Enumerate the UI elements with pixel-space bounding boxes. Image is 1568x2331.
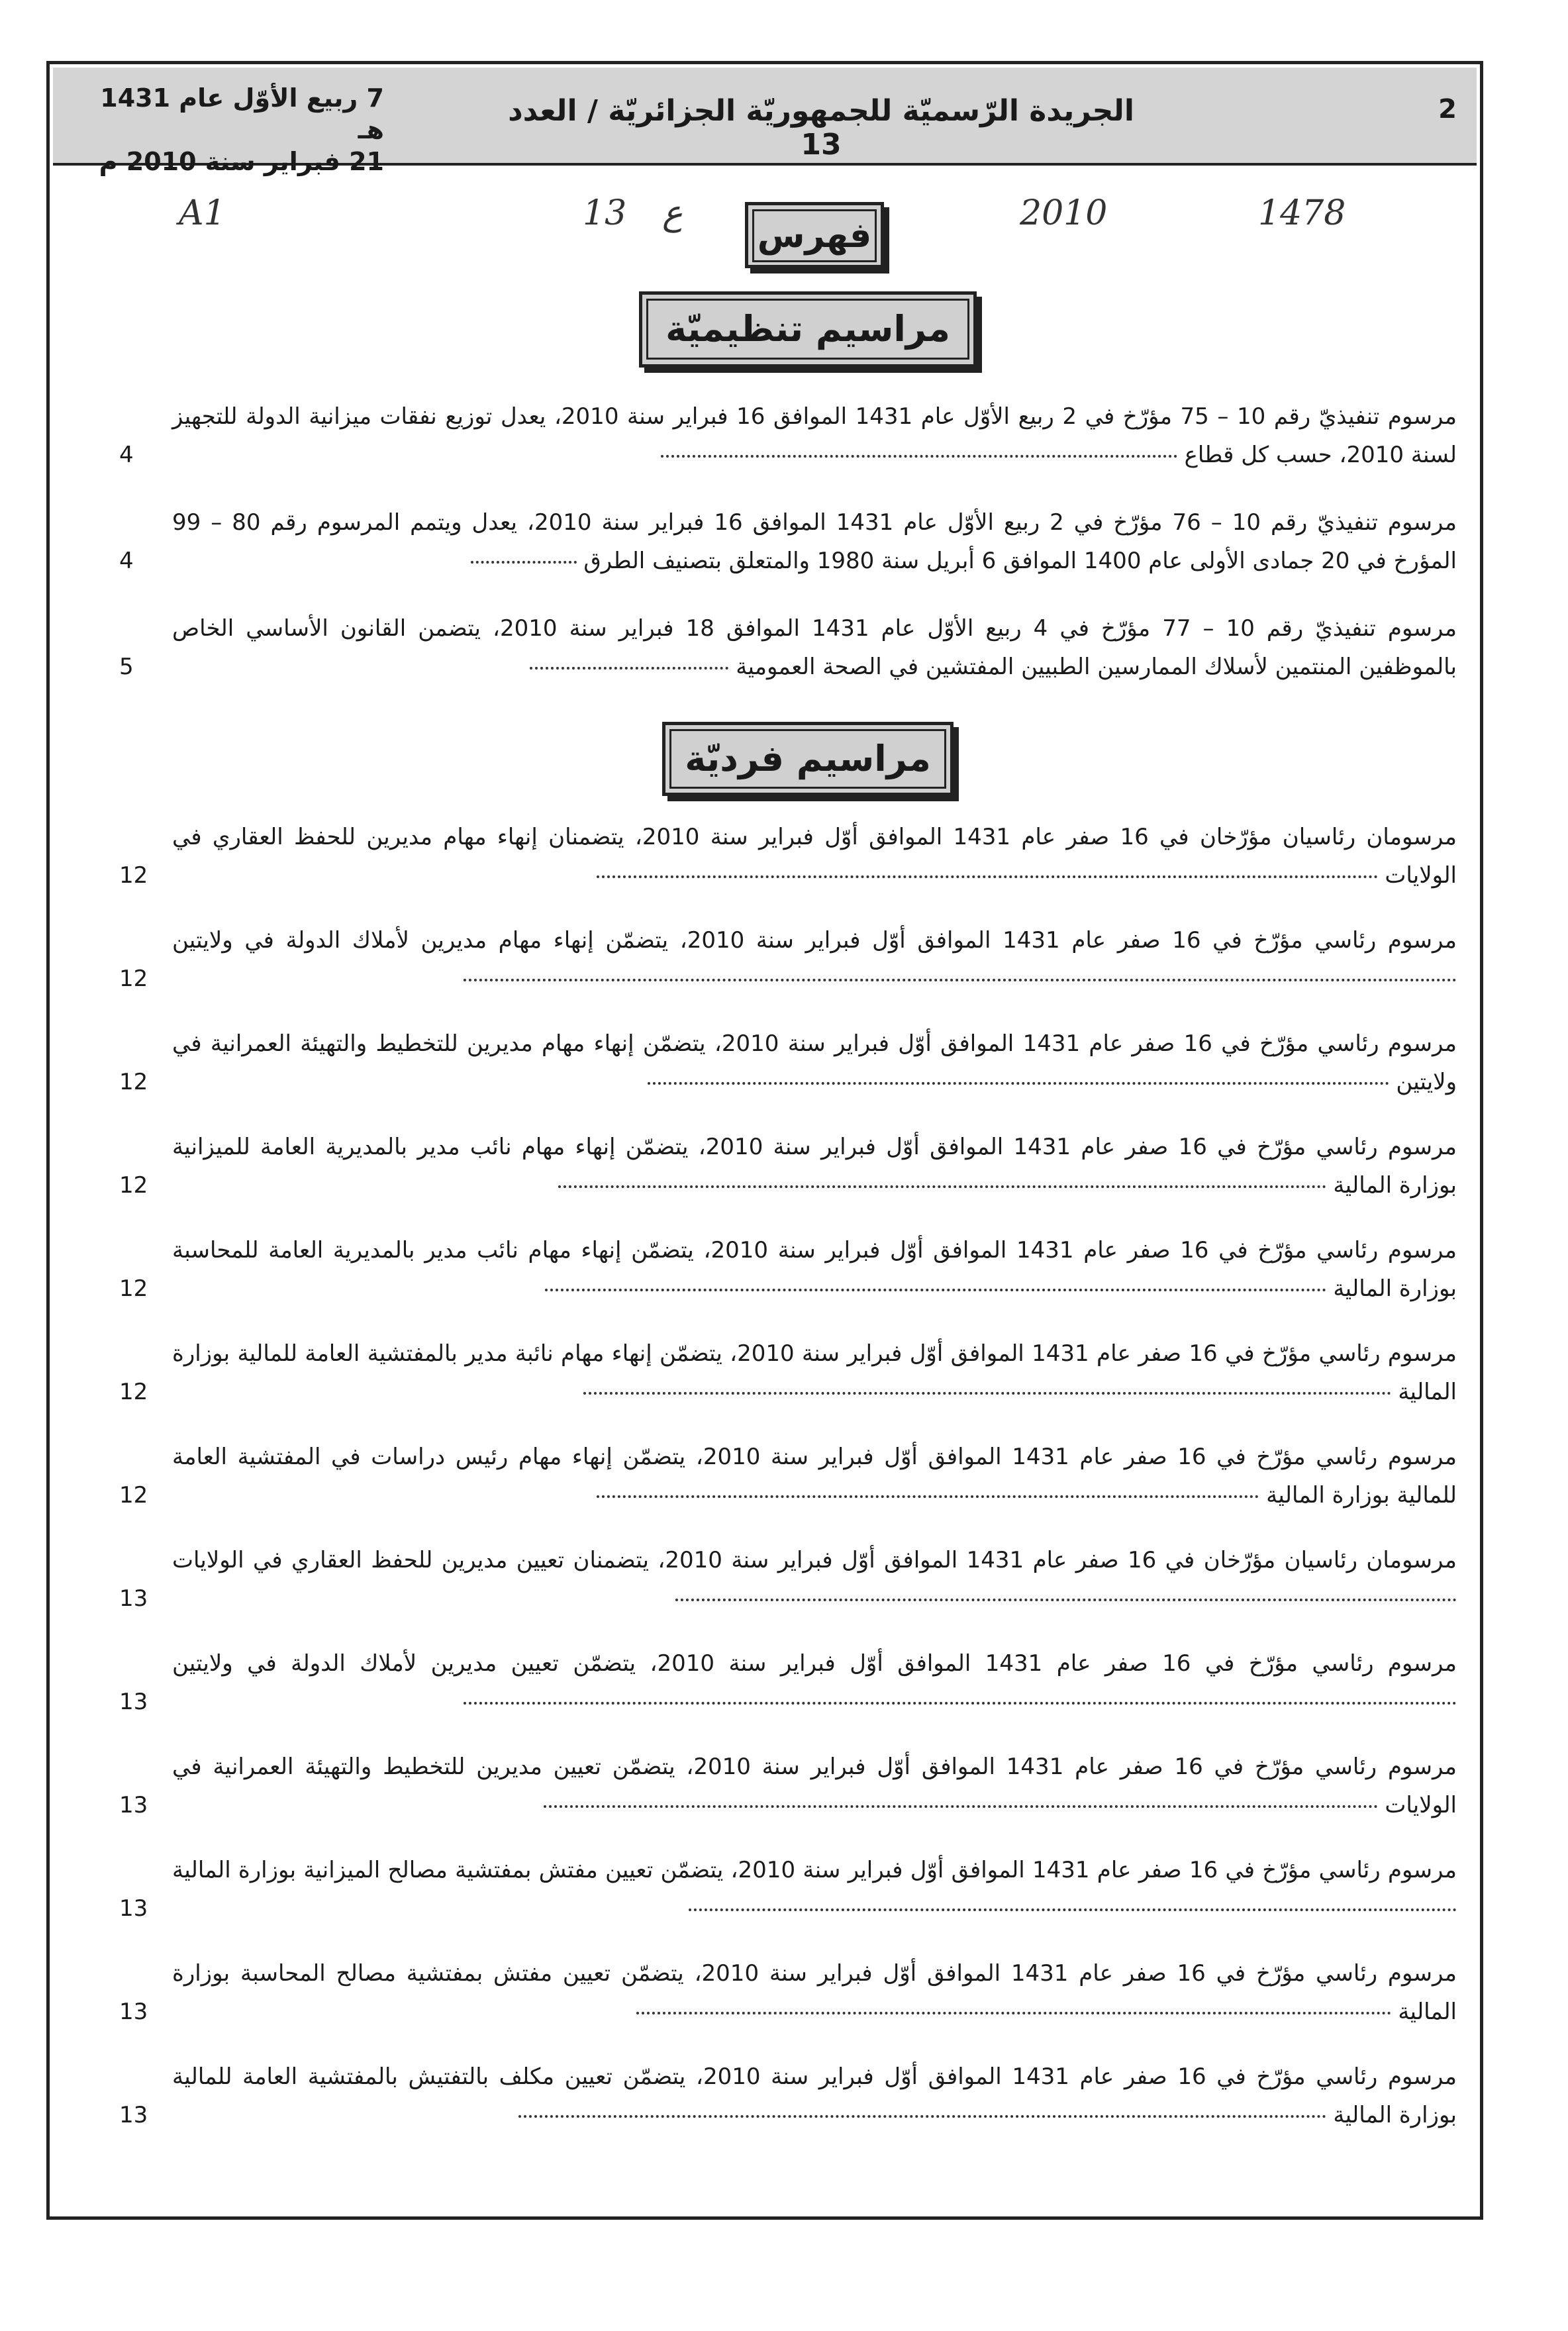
entry-page: 4: [119, 442, 134, 468]
handwritten-note-e: 1478: [1258, 193, 1346, 233]
entry-page: 4: [119, 548, 134, 574]
entry-text: مرسوم رئاسي مؤرّخ في 16 صفر عام 1431 الموافق أوّل فبراير سنة 2010، يتضمّن تعيين مديرين للتخطيط والتهيئة العمرانية في الولايات: [172, 1754, 1457, 1818]
toc-entry[interactable]: [119, 1438, 1457, 1514]
entry-text: مرسوم رئاسي مؤرّخ في 16 صفر عام 1431 الموافق أوّل فبراير سنة 2010، يتضمّن إنهاء مهام نائب مدير بالمديرية العامة للمحاسبة بوزارة المالية: [172, 1237, 1457, 1302]
toc-entry[interactable]: [119, 1024, 1457, 1101]
leader-dots: [530, 666, 728, 670]
toc-entry[interactable]: [119, 2058, 1457, 2134]
page-number: 2: [1438, 94, 1457, 124]
toc-entry[interactable]: [119, 818, 1457, 895]
entry-text: مرسوم رئاسي مؤرّخ في 16 صفر عام 1431 الموافق أوّل فبراير سنة 2010، يتضمّن إنهاء مهام مديرين للتخطيط والتهيئة العمرانية في ولايتين: [172, 1030, 1457, 1095]
entry-page: 12: [119, 1482, 148, 1509]
entry-text: مرسوم تنفيذيّ رقم 10 – 77 مؤرّخ في 4 ربيع الأوّل عام 1431 الموافق 18 فبراير سنة 2010، يتضمن القانون الأساسي الخاص بالموظفين المنتمين لأسلاك الممارسين الطبيين المفتشين في الصحة العمومية: [172, 615, 1457, 680]
toc-entry[interactable]: [119, 1231, 1457, 1308]
entry-page: 12: [119, 1379, 148, 1405]
entry-page: 13: [119, 1585, 148, 1612]
entry-page: 13: [119, 1792, 148, 1818]
leader-dots: [544, 1805, 1378, 1808]
leader-dots: [597, 875, 1378, 878]
entry-page: 12: [119, 966, 148, 992]
leader-dots: [597, 1495, 1259, 1498]
entry-text: مرسوم رئاسي مؤرّخ في 16 صفر عام 1431 الموافق أوّل فبراير سنة 2010، يتضمّن إنهاء مهام نائبة مدير بالمفتشية العامة للمالية بوزارة المالية: [172, 1340, 1457, 1405]
toc-entry[interactable]: [119, 1334, 1457, 1411]
page-header: [53, 68, 1477, 176]
issue-dates: [79, 82, 384, 177]
section-title-regulatory: مراسيم تنظيميّة: [646, 299, 969, 360]
entry-page: 13: [119, 2102, 148, 2128]
handwritten-note-d: 2010: [1020, 193, 1108, 233]
toc-entry[interactable]: [119, 1748, 1457, 1824]
toc-entry[interactable]: [119, 1851, 1457, 1928]
toc-entry[interactable]: [119, 609, 1457, 686]
leader-dots: [471, 560, 577, 564]
journal-title: الجريدة الرّسميّة للجمهوريّة الجزائريّة / العدد 13: [508, 94, 1134, 162]
leader-dots: [464, 978, 1457, 981]
toc-entry[interactable]: [119, 1128, 1457, 1205]
leader-dots: [689, 1908, 1457, 1911]
leader-dots: [636, 2011, 1391, 2014]
toc-entry[interactable]: [119, 921, 1457, 998]
entry-text: مرسوم رئاسي مؤرّخ في 16 صفر عام 1431 الموافق أوّل فبراير سنة 2010، يتضمّن إنهاء مهام نائب مدير بالمديرية العامة للميزانية بوزارة المالية: [172, 1134, 1457, 1199]
leader-dots: [518, 2114, 1326, 2118]
entry-page: 12: [119, 1069, 148, 1095]
leader-dots: [583, 1391, 1391, 1395]
toc-entry[interactable]: [119, 1541, 1457, 1618]
handwritten-note-a: A1: [179, 193, 226, 233]
section-title-individual: مراسيم فرديّة: [669, 729, 946, 789]
section-title-box-regulatory: [639, 291, 977, 368]
leader-dots: [558, 1185, 1326, 1188]
entry-page: 13: [119, 1689, 148, 1715]
entry-page: 12: [119, 1172, 148, 1199]
handwritten-note-c: ع: [662, 193, 683, 233]
hijri-date: 7 ربيع الأوّل عام 1431 هـ: [100, 83, 384, 144]
entry-text: مرسوم رئاسي مؤرّخ في 16 صفر عام 1431 الموافق أوّل فبراير سنة 2010، يتضمّن إنهاء مهام مديرين لأملاك الدولة في ولايتين: [172, 927, 1457, 954]
toc-title: فهرس: [752, 209, 877, 262]
entry-text: مرسوم رئاسي مؤرّخ في 16 صفر عام 1431 الموافق أوّل فبراير سنة 2010، يتضمّن تعيين مفتش بمفتشية مصالح الميزانية بوزارة المالية: [172, 1857, 1457, 1883]
entry-page: 12: [119, 1275, 148, 1302]
leader-dots: [464, 1701, 1457, 1705]
entry-page: 13: [119, 1999, 148, 2025]
entry-text: مرسوم تنفيذيّ رقم 10 – 76 مؤرّخ في 2 ربيع الأوّل عام 1431 الموافق 16 فبراير سنة 2010، يعدل ويتمم المرسوم رقم 80 – 99 المؤرخ في 20 جمادى الأولى عام 1400 الموافق 6 أبريل سنة 1980 والمتعلق بتصنيف الطرق: [172, 509, 1457, 574]
leader-dots: [675, 1598, 1457, 1601]
toc-entry[interactable]: [119, 1954, 1457, 2031]
entry-page: 12: [119, 862, 148, 889]
entry-text: مرسومان رئاسيان مؤرّخان في 16 صفر عام 1431 الموافق أوّل فبراير سنة 2010، يتضمنان إنهاء مهام مديرين للحفظ العقاري في الولايات: [172, 824, 1457, 889]
entry-text: مرسومان رئاسيان مؤرّخان في 16 صفر عام 1431 الموافق أوّل فبراير سنة 2010، يتضمنان تعيين مديرين للحفظ العقاري في الولايات: [172, 1547, 1457, 1573]
leader-dots: [648, 1081, 1389, 1085]
entry-text: مرسوم رئاسي مؤرّخ في 16 صفر عام 1431 الموافق أوّل فبراير سنة 2010، يتضمّن إنهاء مهام رئيس دراسات في المفتشية العامة للمالية بوزارة المالية: [172, 1444, 1457, 1509]
entry-page: 5: [119, 654, 134, 680]
entry-text: مرسوم رئاسي مؤرّخ في 16 صفر عام 1431 الموافق أوّل فبراير سنة 2010، يتضمّن تعيين مكلف بالتفتيش بالمفتشية العامة للمالية بوزارة المالية: [172, 2063, 1457, 2128]
entry-page: 13: [119, 1895, 148, 1922]
leader-dots: [545, 1288, 1326, 1291]
section-title-box-individual: [662, 722, 954, 796]
entry-text: مرسوم رئاسي مؤرّخ في 16 صفر عام 1431 الموافق أوّل فبراير سنة 2010، يتضمّن تعيين مديرين لأملاك الدولة في ولايتين: [172, 1650, 1457, 1677]
toc-entry[interactable]: [119, 1644, 1457, 1721]
toc-entry[interactable]: [119, 397, 1457, 474]
entry-text: مرسوم رئاسي مؤرّخ في 16 صفر عام 1431 الموافق أوّل فبراير سنة 2010، يتضمّن تعيين مفتش بمفتشية مصالح المحاسبة بوزارة المالية: [172, 1960, 1457, 2025]
gregorian-date: 21 فبراير سنة 2010 م: [99, 147, 384, 176]
entry-text: مرسوم تنفيذيّ رقم 10 – 75 مؤرّخ في 2 ربيع الأوّل عام 1431 الموافق 16 فبراير سنة 2010، يعدل توزيع نفقات ميزانية الدولة للتجهيز لسنة 2010، حسب كل قطاع: [172, 403, 1457, 468]
leader-dots: [661, 454, 1177, 458]
toc-entry[interactable]: [119, 503, 1457, 580]
toc-title-box: [745, 202, 884, 268]
handwritten-note-b: 13: [583, 193, 627, 233]
